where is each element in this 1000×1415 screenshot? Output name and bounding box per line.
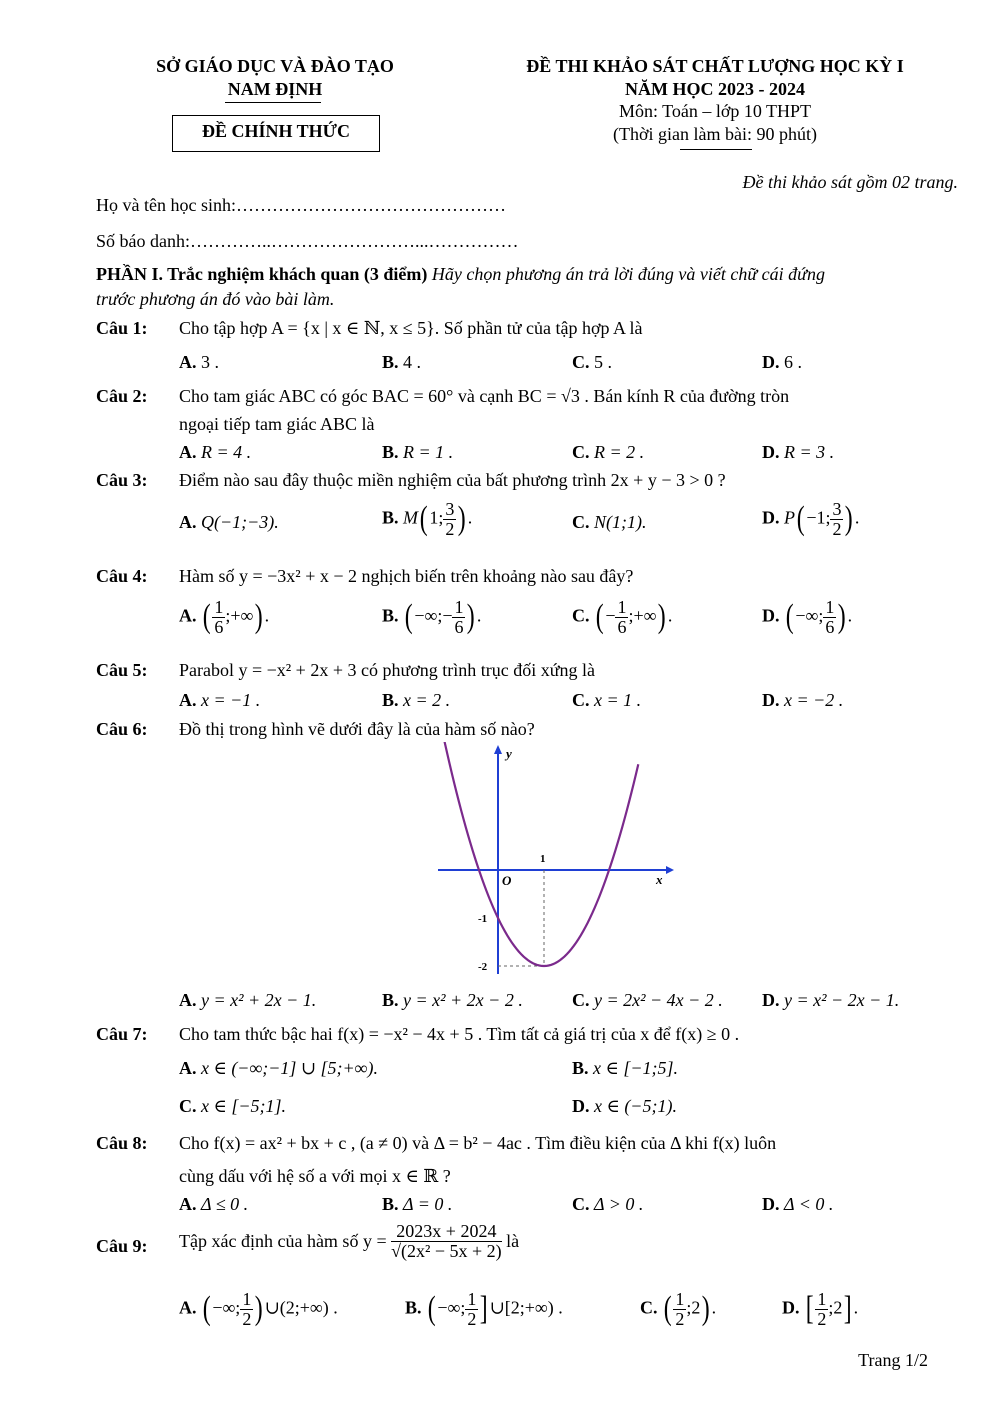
q5-text: Parabol y = −x² + 2x + 3 có phương trình trục đối xứng là — [179, 660, 595, 680]
school-year: NĂM HỌC 2023 - 2024 — [625, 79, 805, 99]
tick-x-1: 1 — [540, 853, 546, 865]
exam-title: ĐỀ THI KHẢO SÁT CHẤT LƯỢNG HỌC KỲ I — [526, 56, 904, 76]
q4-option-c: C. (− $\frac{1}{6}$ ;+∞). — [572, 597, 673, 637]
q2-option-b: B. R = 1 . — [382, 442, 454, 462]
y-axis-arrow — [494, 745, 502, 754]
origin-label: O — [502, 873, 512, 888]
q2-text: Cho tam giác ABC có góc BAC = 60° và cạnh BC = √3 . Bán kính R của đường tròn — [179, 386, 790, 406]
q3-option-b: B. M(1; $\frac{3}{2}$ ). — [382, 499, 473, 539]
q7-option-a: A. x ∈ (−∞;−1] ∪ [5;+∞). — [179, 1058, 378, 1078]
graph-axes — [438, 745, 674, 974]
q8-option-d: D. Δ < 0 . — [762, 1194, 834, 1214]
q1-option-d: D. 6 . — [762, 352, 802, 372]
graph-curve — [436, 742, 638, 966]
q8-label: Câu 8: — [96, 1133, 148, 1153]
q9-fraction: $\frac{2023x + 2024}{\text{√(2x² − 5x + 2)}}$ — [391, 1221, 502, 1261]
q5-option-b: B. x = 2 . — [382, 690, 451, 710]
header-department: SỞ GIÁO DỤC VÀ ĐÀO TẠO — [156, 56, 394, 76]
time-underline — [680, 149, 752, 150]
q2-option-d: D. R = 3 . — [762, 442, 835, 462]
header-province: NAM ĐỊNH — [227, 79, 323, 99]
student-id-line: Số báo danh:…………..……………………...…………… — [96, 231, 519, 251]
q5-label: Câu 5: — [96, 660, 148, 680]
x-axis-label: x — [656, 872, 663, 887]
q8-option-a: A. Δ ≤ 0 . — [179, 1194, 249, 1214]
q8-text: Cho f(x) = ax² + bx + c , (a ≠ 0) và Δ = b² − 4ac . Tìm điều kiện của Δ khi f(x) luôn — [179, 1133, 777, 1153]
q6-text: Đồ thị trong hình vẽ dưới đây là của hàm số nào? — [179, 719, 535, 739]
tick-y-minus2: -2 — [478, 961, 488, 973]
q1-label: Câu 1: — [96, 318, 148, 338]
q3-option-d: D. P(−1; $\frac{3}{2}$ ). — [762, 499, 860, 539]
q7-option-c: C. x ∈ [−5;1]. — [179, 1096, 286, 1116]
q3-option-c: C. N(1;1). — [572, 512, 647, 532]
q1-option-c: C. 5 . — [572, 352, 612, 372]
y-axis-label: y — [506, 746, 512, 761]
q2-text-2: ngoại tiếp tam giác ABC là — [179, 414, 375, 434]
q3-text: Điểm nào sau đây thuộc miền nghiệm của bất phương trình 2x + y − 3 > 0 ? — [179, 470, 726, 490]
part1-title: PHẦN I. Trắc nghiệm khách quan (3 điểm) — [96, 264, 428, 284]
q8-option-c: C. Δ > 0 . — [572, 1194, 644, 1214]
part1-instruction: Hãy chọn phương án trả lời đúng và viết chữ cái đứng — [427, 264, 825, 284]
q4-label: Câu 4: — [96, 566, 148, 586]
q8-text-2: cùng dấu với hệ số a với mọi x ∈ ℝ ? — [179, 1166, 451, 1186]
header-underline — [225, 102, 321, 103]
q6-label: Câu 6: — [96, 719, 148, 739]
page-number: Trang 1/2 — [858, 1350, 928, 1370]
pages-note: Đề thi khảo sát gồm 02 trang. — [742, 172, 958, 192]
q6-option-b: B. y = x² + 2x − 2 . — [382, 990, 523, 1010]
q1-text: Cho tập hợp A = {x | x ∈ ℕ, x ≤ 5}. Số phần tử của tập hợp A là — [179, 318, 643, 338]
q9-option-d: D. [ $\frac{1}{2}$ ;2]. — [782, 1289, 859, 1329]
q4-text: Hàm số y = −3x² + x − 2 nghịch biến trên khoảng nào sau đây? — [179, 566, 634, 586]
q3-option-a: A. Q(−1;−3). — [179, 512, 279, 532]
q2-label: Câu 2: — [96, 386, 148, 406]
q9-option-b: B. (−∞; $\frac{1}{2}$ ]∪[2;+∞) . — [405, 1289, 563, 1329]
q1-option-a: A. 3 . — [179, 352, 219, 372]
q4-option-b: B. (−∞;− $\frac{1}{6}$ ). — [382, 597, 482, 637]
q5-option-c: C. x = 1 . — [572, 690, 642, 710]
q7-option-b: B. x ∈ [−1;5]. — [572, 1058, 678, 1078]
q7-label: Câu 7: — [96, 1024, 148, 1044]
official-label: ĐỀ CHÍNH THỨC — [201, 121, 351, 141]
q7-option-d: D. x ∈ (−5;1). — [572, 1096, 677, 1116]
student-name-line: Họ và tên học sinh:……………………………………… — [96, 195, 506, 215]
subject-line: Môn: Toán – lớp 10 THPT — [618, 101, 812, 121]
x-axis-arrow — [666, 866, 674, 874]
q5-option-d: D. x = −2 . — [762, 690, 844, 710]
q5-option-a: A. x = −1 . — [179, 690, 261, 710]
time-line: (Thời gian làm bài: 90 phút) — [613, 124, 817, 144]
q9-option-c: C. ( $\frac{1}{2}$ ;2). — [640, 1289, 717, 1329]
q6-option-a: A. y = x² + 2x − 1. — [179, 990, 317, 1010]
parabola-graph — [420, 742, 680, 982]
q6-option-c: C. y = 2x² − 4x − 2 . — [572, 990, 723, 1010]
part1-instruction-2: trước phương án đó vào bài làm. — [96, 289, 335, 309]
q7-text: Cho tam thức bậc hai f(x) = −x² − 4x + 5 . Tìm tất cả giá trị của x để f(x) ≥ 0 . — [179, 1024, 740, 1044]
q4-option-a: A. ( $\frac{1}{6}$ ;+∞). — [179, 597, 270, 637]
q8-option-b: B. Δ = 0 . — [382, 1194, 453, 1214]
part1-heading — [96, 264, 825, 285]
q9-text: Tập xác định của hàm số y = $\frac{2023x + 2024}{\text{√(2x² − 5x + 2)}}$ là — [179, 1221, 520, 1261]
q9-option-a: A. (−∞; $\frac{1}{2}$ )∪(2;+∞) . — [179, 1289, 338, 1329]
q1-option-b: B. 4 . — [382, 352, 422, 372]
tick-y-minus1: -1 — [478, 913, 488, 925]
q3-label: Câu 3: — [96, 470, 148, 490]
q6-option-d: D. y = x² − 2x − 1. — [762, 990, 900, 1010]
q4-option-d: D. (−∞; $\frac{1}{6}$ ). — [762, 597, 853, 637]
parabola-curve — [436, 742, 638, 966]
q9-label: Câu 9: — [96, 1236, 148, 1256]
q2-option-a: A. R = 4 . — [179, 442, 252, 462]
q2-option-c: C. R = 2 . — [572, 442, 645, 462]
